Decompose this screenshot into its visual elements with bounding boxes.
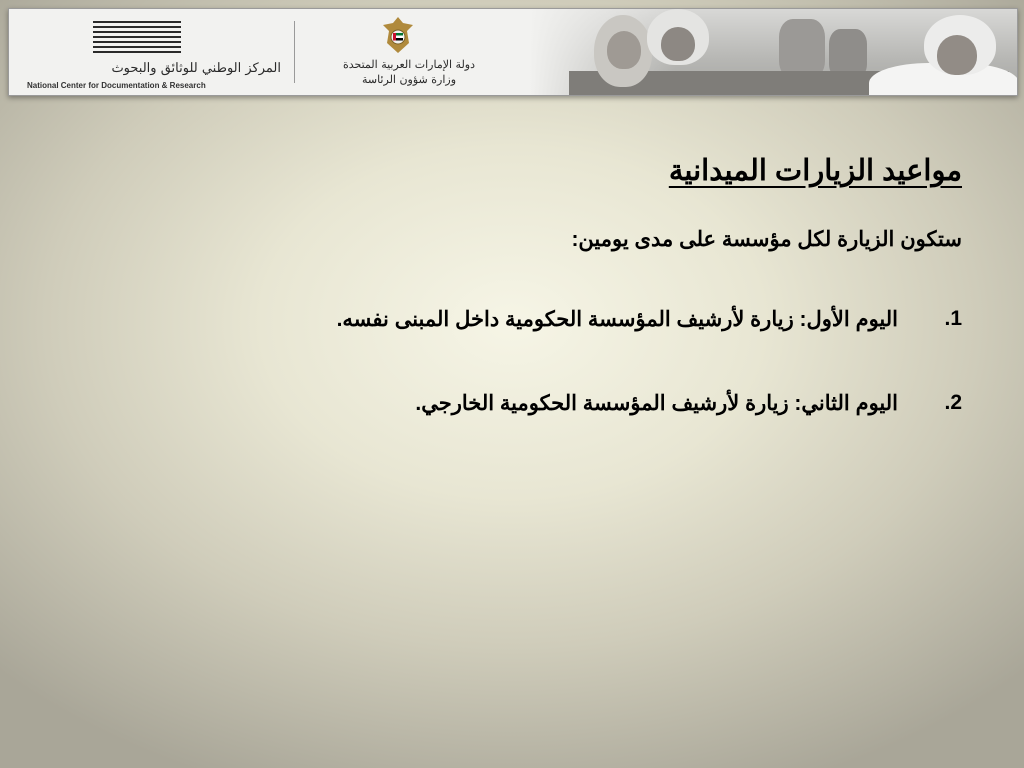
list-item-text: اليوم الثاني: زيارة لأرشيف المؤسسة الحكومية الخارجي. <box>415 392 898 415</box>
uae-ministry-name: دولة الإمارات العربية المتحدة وزارة شؤون الرئاسة <box>342 58 476 86</box>
list-item-text: اليوم الأول: زيارة لأرشيف المؤسسة الحكومية داخل المبنى نفسه. <box>336 308 898 331</box>
list-item <box>142 391 962 416</box>
ncdr-english-name: National Center for Documentation & Research <box>27 81 206 90</box>
intro-text: ستكون الزيارة لكل مؤسسة على مدى يومين: <box>571 228 962 251</box>
ncdr-emblem-icon <box>93 21 181 55</box>
header-photo <box>529 9 1017 95</box>
header-banner <box>8 8 1018 96</box>
list-item <box>142 307 962 332</box>
slide-content <box>142 140 962 416</box>
list-item-number: 2. <box>944 391 962 414</box>
slide-title: مواعيد الزيارات الميدانية <box>668 155 962 187</box>
ncdr-arabic-name: المركز الوطني للوثائق والبحوث <box>111 61 281 76</box>
list-item-number: 1. <box>944 307 962 330</box>
logo-divider <box>294 21 295 83</box>
uae-falcon-emblem-icon <box>379 15 417 55</box>
ncdr-logo <box>23 15 285 93</box>
